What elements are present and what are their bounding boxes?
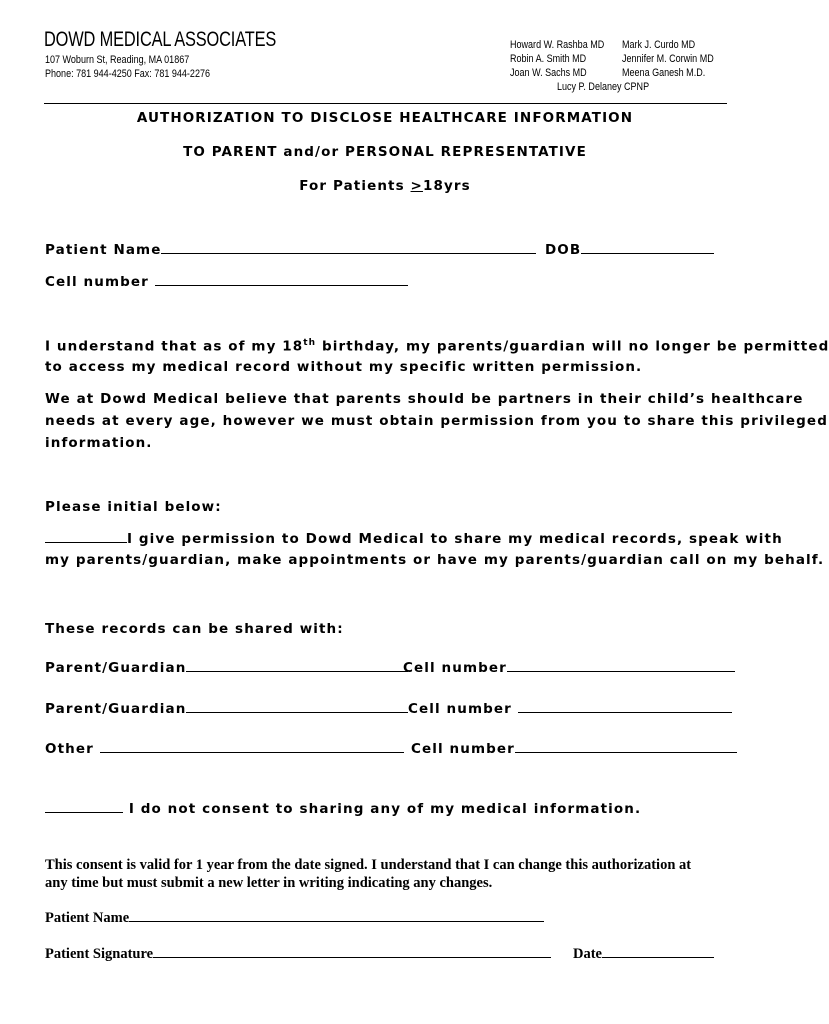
practice-name: DOWD MEDICAL ASSOCIATES [44,28,277,51]
doctor-name: Howard W. Rashba MD [510,39,605,51]
doctor-name: Meena Ganesh M.D. [622,67,706,79]
parent-guardian-field-1[interactable]: Parent/Guardian [45,660,408,676]
doctor-name: Joan W. Sachs MD [510,67,587,79]
practice-address: 107 Woburn St, Reading, MA 01867 [45,54,190,66]
age-requirement: For Patients >18yrs [299,178,471,194]
doctor-name: Lucy P. Delaney CPNP [557,81,650,93]
patient-name-field[interactable]: Patient Name [45,242,536,258]
body-paragraph-2-line-2: needs at every age, however we must obtain permission from you to share this privileged [45,413,828,429]
form-subtitle: TO PARENT and/or PERSONAL REPRESENTATIVE [183,144,587,160]
date-field[interactable]: Date [573,946,714,963]
practice-phone-fax: Phone: 781 944-4250 Fax: 781 944-2276 [45,68,210,80]
patient-signature-field[interactable]: Patient Signature [45,946,551,963]
header-divider [44,103,727,104]
body-paragraph-1: I understand that as of my 18th birthday, my parents/guardian will no longer be permitted [45,338,829,355]
cell-number-field-2[interactable]: Cell number [408,701,732,717]
doctor-name: Robin A. Smith MD [510,53,587,65]
other-field[interactable]: Other [45,741,404,757]
footer-patient-name-field[interactable]: Patient Name [45,910,544,927]
initial-instruction: Please initial below: [45,499,222,515]
no-consent-initial-field[interactable]: I do not consent to sharing any of my medical information. [45,801,641,817]
cell-number-field[interactable]: Cell number [45,274,408,290]
body-paragraph-2: We at Dowd Medical believe that parents should be partners in their child’s healthcare [45,391,804,407]
doctor-name: Jennifer M. Corwin MD [622,53,714,65]
permission-text-line-2: my parents/guardian, make appointments or have my parents/guardian call on my behalf. [45,552,825,568]
cell-number-field-3[interactable]: Cell number [411,741,737,757]
permission-initial-field[interactable]: I give permission to Dowd Medical to share my medical records, speak with [45,531,783,547]
cell-number-field-1[interactable]: Cell number [403,660,735,676]
body-paragraph-2-line-3: information. [45,435,153,451]
doctor-name: Mark J. Curdo MD [622,39,696,51]
dob-field[interactable]: DOB [545,242,714,258]
parent-guardian-field-2[interactable]: Parent/Guardian [45,701,408,717]
form-title: AUTHORIZATION TO DISCLOSE HEALTHCARE INFORMATION [136,110,634,126]
shared-with-heading: These records can be shared with: [45,621,344,637]
validity-statement: This consent is valid for 1 year from the date signed. I understand that I can change this authorization at [45,857,692,873]
validity-statement-line-2: any time but must submit a new letter in writing indicating any changes. [45,875,493,891]
body-paragraph-1-line-2: to access my medical record without my specific written permission. [45,359,643,375]
